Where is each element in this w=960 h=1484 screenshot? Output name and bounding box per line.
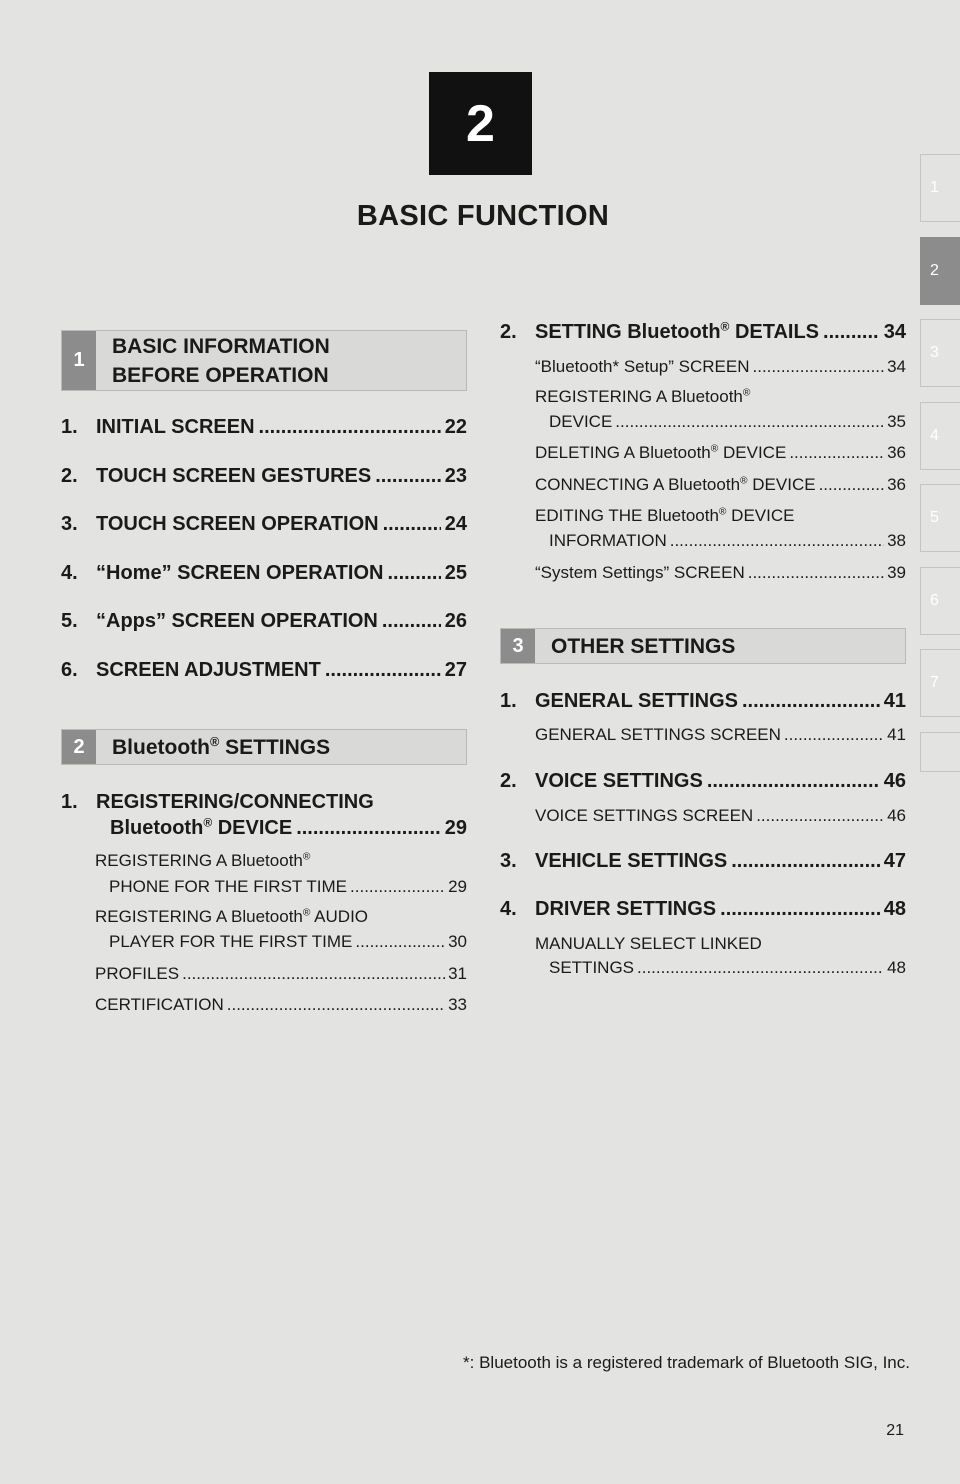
chapter-tabs (920, 154, 960, 786)
section-title-1: BASIC INFORMATION BEFORE OPERATION (112, 334, 330, 387)
chapter-tab-2[interactable]: 2 (920, 237, 960, 305)
toc-sub-entry[interactable]: GENERAL SETTINGS SCREEN ..... 41 (535, 725, 906, 745)
toc-sub-entry[interactable]: VOICE SETTINGS SCREEN ..... 46 (535, 806, 906, 826)
toc-entry[interactable]: 5. “Apps” SCREEN OPERATION ..... 26 (61, 610, 467, 633)
toc-sub-entry[interactable]: PHONE FOR THE FIRST TIME ..... 29 (109, 877, 467, 897)
chapter-tab-4[interactable]: 4 (920, 402, 960, 470)
section-number-1: 1 (62, 331, 96, 390)
toc-entry[interactable]: 1. INITIAL SCREEN ..... 22 (61, 416, 467, 439)
toc-entry[interactable]: 6. SCREEN ADJUSTMENT ..... 27 (61, 659, 467, 682)
chapter-number: 2 (466, 94, 495, 153)
section-title-3: OTHER SETTINGS (551, 634, 736, 658)
section-title-2: Bluetooth® SETTINGS (112, 734, 331, 759)
toc-sub-line1[interactable]: MANUALLY SELECT LINKED (535, 934, 762, 953)
toc-sub-line1[interactable]: REGISTERING A Bluetooth® (535, 387, 751, 406)
toc-sub-entry[interactable]: SETTINGS ..... 48 (549, 958, 906, 978)
toc-entry-line1[interactable]: 1. REGISTERING/CONNECTING (61, 791, 374, 813)
toc-sub-entry[interactable]: CONNECTING A Bluetooth® DEVICE ..... 36 (535, 475, 906, 495)
toc-entry[interactable]: 2. VOICE SETTINGS ..... 46 (500, 770, 906, 793)
toc-entry[interactable]: 2. TOUCH SCREEN GESTURES ..... 23 (61, 465, 467, 488)
toc-sub-entry[interactable]: PLAYER FOR THE FIRST TIME ..... 30 (109, 932, 467, 952)
toc-sub-entry[interactable]: DEVICE ..... 35 (549, 412, 906, 432)
toc-entry[interactable]: 1. GENERAL SETTINGS ..... 41 (500, 690, 906, 713)
section-header-2 (61, 729, 467, 765)
toc-entry[interactable]: 4. “Home” SCREEN OPERATION ..... 25 (61, 562, 467, 585)
page-number: 21 (886, 1422, 904, 1439)
chapter-tab-1[interactable]: 1 (920, 154, 960, 222)
toc-sub-line1[interactable]: REGISTERING A Bluetooth® AUDIO (95, 907, 369, 926)
chapter-tab-7[interactable]: 7 (920, 649, 960, 717)
chapter-number-box (429, 72, 532, 175)
section-header-3 (500, 628, 906, 664)
chapter-tab-6[interactable]: 6 (920, 567, 960, 635)
toc-sub-line1[interactable]: EDITING THE Bluetooth® DEVICE (535, 506, 795, 525)
section-header-1 (61, 330, 467, 391)
section-number-2: 2 (62, 730, 96, 764)
toc-sub-line1[interactable]: REGISTERING A Bluetooth® (95, 851, 311, 870)
toc-sub-entry[interactable]: “System Settings” SCREEN ..... 39 (535, 563, 906, 583)
chapter-tab-5[interactable]: 5 (920, 484, 960, 552)
page-title: BASIC FUNCTION (356, 200, 610, 232)
toc-entry[interactable]: 3. VEHICLE SETTINGS ..... 47 (500, 850, 906, 873)
chapter-tab-blank[interactable] (920, 732, 960, 772)
toc-sub-entry[interactable]: INFORMATION ..... 38 (549, 531, 906, 551)
toc-sub-entry[interactable]: PROFILES ..... 31 (95, 964, 467, 984)
footnote: *: Bluetooth is a registered trademark of Bluetooth SIG, Inc. (463, 1353, 910, 1372)
toc-sub-entry[interactable]: DELETING A Bluetooth® DEVICE ..... 36 (535, 443, 906, 463)
toc-entry[interactable]: 2. SETTING Bluetooth® DETAILS ..... 34 (500, 321, 906, 344)
toc-sub-entry[interactable]: “Bluetooth* Setup” SCREEN ..... 34 (535, 357, 906, 377)
toc-entry[interactable]: 4. DRIVER SETTINGS ..... 48 (500, 898, 906, 921)
toc-entry[interactable]: Bluetooth® DEVICE ..... 29 (110, 817, 467, 840)
chapter-tab-3[interactable]: 3 (920, 319, 960, 387)
toc-sub-entry[interactable]: CERTIFICATION ..... 33 (95, 995, 467, 1015)
toc-entry[interactable]: 3. TOUCH SCREEN OPERATION ..... 24 (61, 513, 467, 536)
section-number-3: 3 (501, 629, 535, 663)
